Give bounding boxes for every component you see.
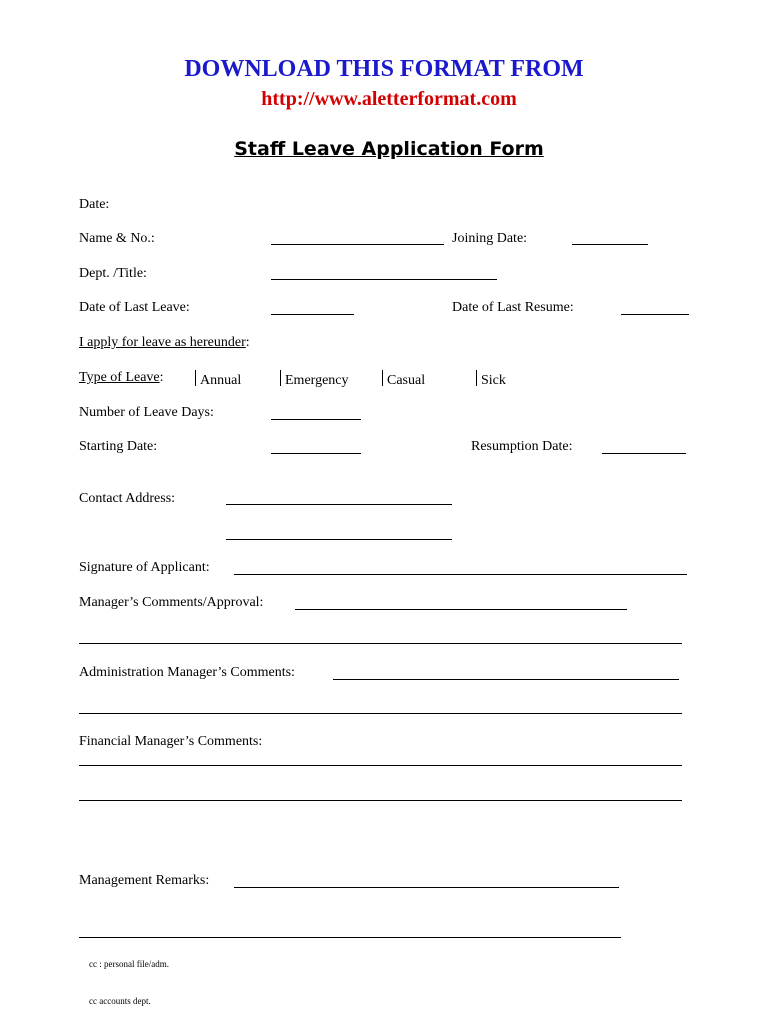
checkbox-marker [195,370,196,386]
leave-option-label: Sick [481,373,506,388]
management-remarks-label: Management Remarks: [79,873,210,888]
joining-date-label: Joining Date: [452,231,528,246]
checkbox-marker [476,370,477,386]
name-no-label: Name & No.: [79,231,155,246]
management-remarks-field[interactable] [234,887,619,888]
type-of-leave-colon: : [159,370,164,385]
resumption-date-label: Resumption Date: [471,439,573,454]
name-no-field[interactable] [271,244,444,245]
date-last-leave-field[interactable] [271,314,354,315]
resumption-date-field[interactable] [602,453,686,454]
leave-option-label: Emergency [285,373,349,388]
type-of-leave-text: Type of Leave [79,370,160,385]
download-heading: DOWNLOAD THIS FORMAT FROM [184,56,584,82]
manager-comments-field[interactable] [295,609,627,610]
cc-personal-file: cc : personal file/adm. [89,959,169,969]
apply-intro-colon: : [245,335,250,350]
manager-comments-field-2[interactable] [79,643,682,644]
number-of-days-label: Number of Leave Days: [79,405,214,420]
signature-field[interactable] [234,574,687,575]
date-last-leave-label: Date of Last Leave: [79,300,190,315]
type-of-leave-label [79,370,164,386]
leave-option-label: Annual [200,373,242,388]
financial-comments-field-2[interactable] [79,800,682,801]
leave-option-casual[interactable] [382,370,425,389]
checkbox-marker [280,370,281,386]
source-url[interactable]: http://www.aletterformat.com [261,88,517,110]
form-title: Staff Leave Application Form [234,138,544,160]
starting-date-label: Starting Date: [79,439,158,454]
cc-accounts-dept: cc accounts dept. [89,996,151,1006]
admin-comments-label: Administration Manager’s Comments: [79,665,295,680]
financial-comments-field-1[interactable] [79,765,682,766]
apply-intro-text: I apply for leave as hereunder [79,335,246,350]
leave-option-annual[interactable] [195,370,241,389]
starting-date-field[interactable] [271,453,361,454]
number-of-days-field[interactable] [271,419,361,420]
management-remarks-field-2[interactable] [79,937,621,938]
checkbox-marker [382,370,383,386]
financial-comments-label: Financial Manager’s Comments: [79,734,263,749]
leave-option-emergency[interactable] [280,370,349,389]
contact-address-label: Contact Address: [79,491,176,506]
date-label: Date: [79,197,110,212]
admin-comments-field-2[interactable] [79,713,682,714]
leave-option-sick[interactable] [476,370,506,389]
apply-intro [79,335,250,351]
date-last-resume-field[interactable] [621,314,689,315]
admin-comments-field[interactable] [333,679,679,680]
joining-date-field[interactable] [572,244,648,245]
dept-title-label: Dept. /Title: [79,266,147,281]
dept-title-field[interactable] [271,279,497,280]
contact-address-field-1[interactable] [226,504,452,505]
leave-option-label: Casual [387,373,426,388]
manager-comments-label: Manager’s Comments/Approval: [79,595,264,610]
signature-label: Signature of Applicant: [79,560,210,575]
date-last-resume-label: Date of Last Resume: [452,300,574,315]
contact-address-field-2[interactable] [226,539,452,540]
